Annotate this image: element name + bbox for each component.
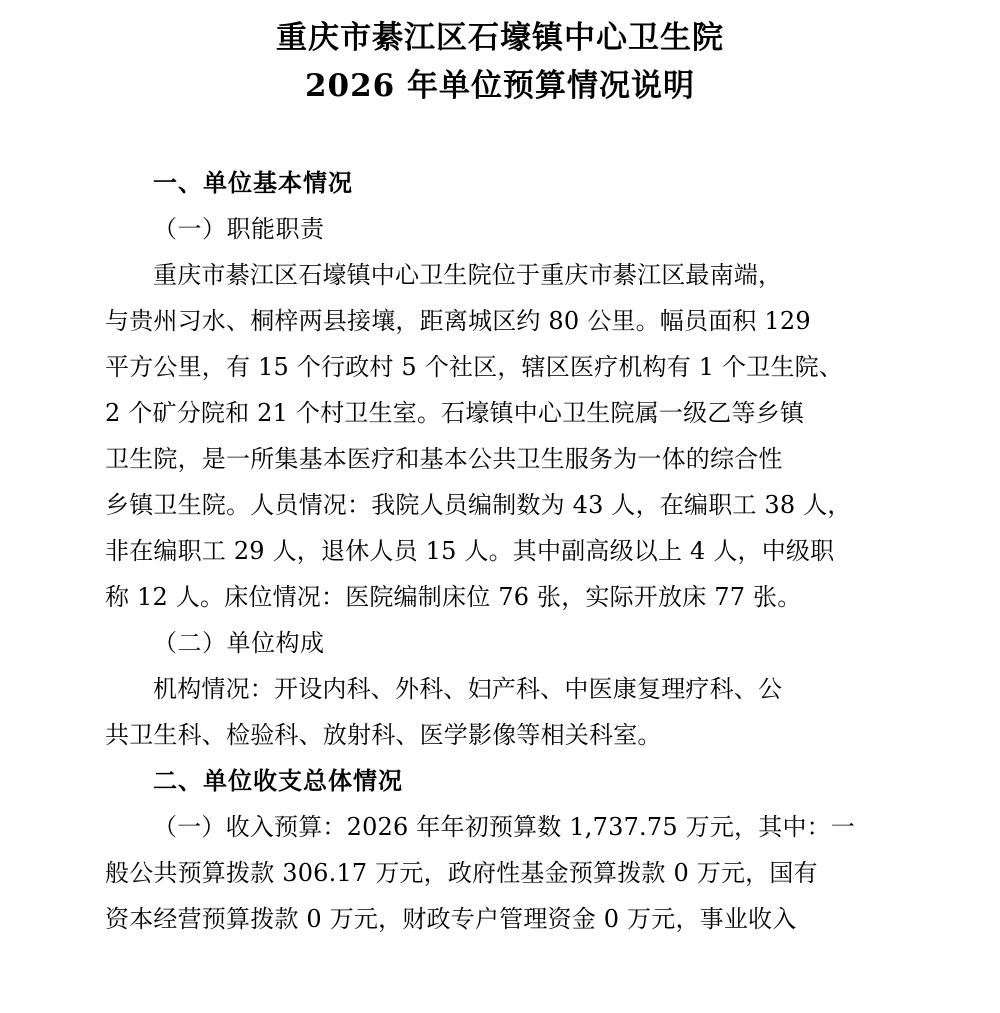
page-title bbox=[105, 14, 895, 110]
page-title-line-1: 重庆市綦江区石壕镇中心卫生院 bbox=[276, 20, 724, 56]
paragraph-1-2 bbox=[105, 666, 895, 758]
paragraph-line: 平方公里，有 15 个行政村 5 个社区，辖区医疗机构有 1 个卫生院、 bbox=[105, 353, 844, 381]
section-heading-2: 二、单位收支总体情况 bbox=[153, 766, 403, 795]
paragraph-line: （一）收入预算：2026 年年初预算数 1,737.75 万元，其中：一 bbox=[153, 813, 856, 841]
paragraph-line: 重庆市綦江区石壕镇中心卫生院位于重庆市綦江区最南端， bbox=[153, 261, 783, 289]
paragraph-line: 乡镇卫生院。人员情况：我院人员编制数为 43 人，在编职工 38 人， bbox=[105, 491, 852, 519]
paragraph-1-1 bbox=[105, 252, 895, 620]
paragraph-line: 称 12 人。床位情况：医院编制床位 76 张，实际开放床 77 张。 bbox=[105, 583, 802, 611]
paragraph-line: 资本经营预算拨款 0 万元，财政专户管理资金 0 万元，事业收入 bbox=[105, 905, 797, 933]
paragraph-line: 非在编职工 29 人，退休人员 15 人。其中副高级以上 4 人，中级职 bbox=[105, 537, 835, 565]
sub-heading-1-1: （一）职能职责 bbox=[153, 215, 325, 243]
sub-heading-1-2: （二）单位构成 bbox=[153, 629, 325, 657]
paragraph-line: 与贵州习水、桐梓两县接壤，距离城区约 80 公里。幅员面积 129 bbox=[105, 307, 811, 335]
paragraph-line: 机构情况：开设内科、外科、妇产科、中医康复理疗科、公 bbox=[153, 675, 783, 703]
page-title-line-2: 2026 年单位预算情况说明 bbox=[304, 68, 696, 104]
paragraph-line: 2 个矿分院和 21 个村卫生室。石壕镇中心卫生院属一级乙等乡镇 bbox=[105, 399, 805, 427]
paragraph-2-1 bbox=[105, 804, 895, 942]
paragraph-line: 卫生院，是一所集基本医疗和基本公共卫生服务为一体的综合性 bbox=[105, 445, 783, 473]
title-spacer bbox=[105, 110, 895, 160]
section-heading-1: 一、单位基本情况 bbox=[153, 168, 353, 197]
paragraph-line: 共卫生科、检验科、放射科、医学影像等相关科室。 bbox=[105, 721, 662, 749]
paragraph-line: 般公共预算拨款 306.17 万元，政府性基金预算拨款 0 万元，国有 bbox=[105, 859, 818, 887]
